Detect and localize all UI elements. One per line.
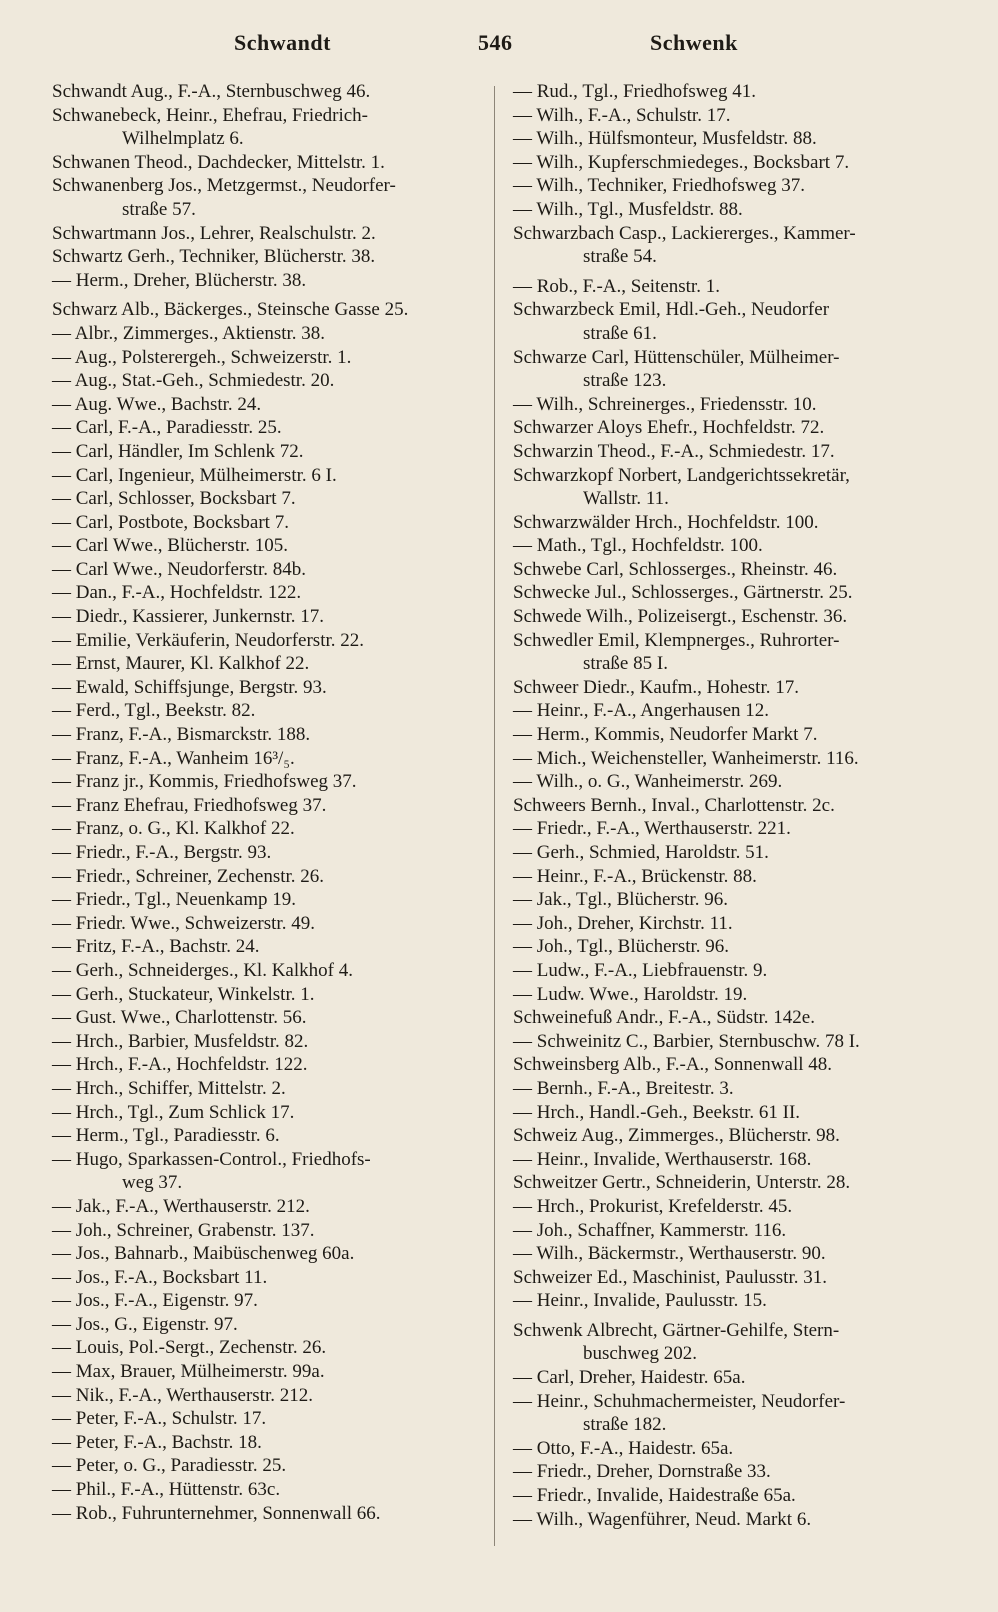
right-column	[513, 80, 945, 1531]
directory-entry: — Hrch., Tgl., Zum Schlick 17.	[52, 1101, 295, 1123]
running-head-right: Schwenk	[650, 30, 738, 55]
directory-entry: — Hrch., Prokurist, Krefelderstr. 45.	[513, 1195, 793, 1217]
running-head-left: Schwandt	[234, 30, 331, 55]
directory-entry: — Rud., Tgl., Friedhofsweg 41.	[513, 81, 756, 102]
entry-continuation: straße 61.	[583, 322, 657, 344]
directory-entry: Schwede Wilh., Polizeisergt., Eschenstr. 36.	[513, 606, 848, 628]
entry-continuation: buschweg 202.	[583, 1343, 697, 1365]
directory-entry: — Aug., Stat.-Geh., Schmiedestr. 20.	[52, 370, 335, 392]
directory-entry: — Friedr., Tgl., Neuenkamp 19.	[52, 889, 296, 911]
directory-entry: — Franz jr., Kommis, Friedhofsweg 37.	[52, 771, 357, 793]
directory-entry: — Gerh., Stuckateur, Winkelstr. 1.	[52, 983, 315, 1005]
directory-entry: — Jak., Tgl., Blücherstr. 96.	[513, 889, 728, 911]
directory-entry: Schwanebeck, Heinr., Ehefrau, Friedrich-	[52, 104, 369, 126]
directory-entry: — Friedr., Invalide, Haidestraße 65a.	[513, 1485, 796, 1507]
directory-entry: — Aug. Wwe., Bachstr. 24.	[52, 393, 262, 415]
directory-entry: — Ferd., Tgl., Beekstr. 82.	[52, 700, 256, 722]
directory-entry: — Hrch., F.-A., Hochfeldstr. 122.	[52, 1054, 308, 1076]
directory-entry: Schwebe Carl, Schlosserges., Rheinstr. 46.	[513, 558, 838, 580]
directory-entry: — Carl, Händler, Im Schlenk 72.	[52, 440, 304, 462]
directory-entry: — Friedr., F.-A., Bergstr. 93.	[52, 842, 272, 863]
directory-entry: — Emilie, Verkäuferin, Neudorferstr. 22.	[52, 629, 365, 651]
directory-entry: — Heinr., F.-A., Brückenstr. 88.	[513, 865, 757, 887]
directory-entry: — Gust. Wwe., Charlottenstr. 56.	[52, 1007, 307, 1029]
directory-entry: — Louis, Pol.-Sergt., Zechenstr. 26.	[52, 1337, 327, 1359]
directory-entry: Schwarzbeck Emil, Hdl.-Geh., Neudorfer	[513, 299, 830, 321]
directory-entry: Schwecke Jul., Schlosserges., Gärtnerstr. 25.	[513, 582, 853, 604]
directory-entry: — Carl, Ingenieur, Mülheimerstr. 6 I.	[52, 464, 337, 486]
directory-entry: — Wilh., o. G., Wanheimerstr. 269.	[513, 771, 783, 793]
directory-entry: — Hrch., Handl.-Geh., Beekstr. 61 II.	[513, 1101, 801, 1123]
directory-entry: — Heinr., Invalide, Paulusstr. 15.	[513, 1290, 767, 1312]
directory-entry: — Wilh., Techniker, Friedhofsweg 37.	[513, 175, 805, 197]
directory-entry: — Bernh., F.-A., Breitestr. 3.	[513, 1077, 734, 1099]
directory-entry: Schweers Bernh., Inval., Charlottenstr. 2c.	[513, 794, 835, 816]
directory-entry: — Carl, F.-A., Paradiesstr. 25.	[52, 417, 282, 439]
directory-entry: Schwarzer Aloys Ehefr., Hochfeldstr. 72.	[513, 417, 825, 439]
entry-continuation: straße 123.	[583, 370, 667, 392]
directory-entry: Schweizer Ed., Maschinist, Paulusstr. 31.	[513, 1266, 827, 1288]
directory-entry: — Hugo, Sparkassen-Control., Friedhofs-	[52, 1148, 371, 1170]
directory-entry: — Heinr., Schuhmachermeister, Neudorfer-	[513, 1390, 846, 1412]
directory-entry: — Fritz, F.-A., Bachstr. 24.	[52, 936, 260, 958]
directory-entry: — Carl, Postbote, Bocksbart 7.	[52, 511, 289, 533]
directory-entry: — Math., Tgl., Hochfeldstr. 100.	[513, 535, 763, 557]
directory-entry: — Franz, F.-A., Wanheim 16³/₅.	[52, 747, 295, 769]
directory-entry: — Otto, F.-A., Haidestr. 65a.	[513, 1437, 734, 1459]
directory-entry: — Heinr., F.-A., Angerhausen 12.	[513, 700, 769, 722]
directory-entry: — Max, Brauer, Mülheimerstr. 99a.	[52, 1361, 325, 1383]
directory-entry: — Herm., Dreher, Blücherstr. 38.	[52, 269, 307, 291]
directory-entry: Schwanenberg Jos., Metzgermst., Neudorfer-	[52, 175, 396, 197]
directory-entry: — Wilh., F.-A., Schulstr. 17.	[513, 104, 731, 126]
directory-entry: — Franz Ehefrau, Friedhofsweg 37.	[52, 794, 327, 816]
directory-entry: — Joh., Schaffner, Kammerstr. 116.	[513, 1219, 787, 1241]
directory-entry: — Hrch., Schiffer, Mittelstr. 2.	[52, 1077, 286, 1099]
directory-entry: — Gerh., Schneiderges., Kl. Kalkhof 4.	[52, 959, 353, 981]
directory-entry: — Wilh., Schreinerges., Friedensstr. 10.	[513, 393, 817, 415]
directory-entry: — Peter, F.-A., Schulstr. 17.	[52, 1408, 267, 1430]
directory-entry: — Wilh., Tgl., Musfeldstr. 88.	[513, 198, 743, 220]
directory-entry: Schwandt Aug., F.-A., Sternbuschweg 46.	[52, 81, 371, 102]
entry-continuation: weg 37.	[122, 1172, 183, 1194]
entry-continuation: Wallstr. 11.	[583, 488, 669, 510]
directory-entry: — Friedr., F.-A., Werthauserstr. 221.	[513, 818, 791, 840]
directory-entry: — Wilh., Hülfsmonteur, Musfeldstr. 88.	[513, 128, 817, 150]
directory-entry: Schweinsberg Alb., F.-A., Sonnenwall 48.	[513, 1054, 833, 1076]
directory-entry: — Joh., Schreiner, Grabenstr. 137.	[52, 1219, 315, 1241]
directory-entry: — Diedr., Kassierer, Junkernstr. 17.	[52, 606, 325, 628]
directory-entry: — Franz, F.-A., Bismarckstr. 188.	[52, 724, 311, 746]
directory-entry: Schwarzwälder Hrch., Hochfeldstr. 100.	[513, 511, 819, 533]
directory-entry: — Carl Wwe., Neudorferstr. 84b.	[52, 558, 306, 580]
entry-continuation: straße 85 I.	[583, 653, 668, 675]
page-number: 546	[478, 30, 513, 55]
entry-continuation: straße 182.	[583, 1414, 667, 1436]
directory-entry: — Jos., F.-A., Eigenstr. 97.	[52, 1290, 258, 1312]
directory-entry: — Wilh., Bäckermstr., Werthauserstr. 90.	[513, 1243, 826, 1265]
directory-entry: — Wilh., Kupferschmiedeges., Bocksbart 7.	[513, 151, 850, 173]
directory-entry: Schwarzin Theod., F.-A., Schmiedestr. 17.	[513, 440, 835, 462]
directory-entry: Schweitzer Gertr., Schneiderin, Unterstr. 28.	[513, 1172, 851, 1194]
directory-entry: — Ludw. Wwe., Haroldstr. 19.	[513, 983, 748, 1005]
directory-entry: Schwartz Gerh., Techniker, Blücherstr. 38.	[52, 246, 376, 268]
directory-entry: — Friedr., Schreiner, Zechenstr. 26.	[52, 865, 325, 887]
directory-entry: Schwarzkopf Norbert, Landgerichtssekretär,	[513, 464, 850, 486]
directory-entry: — Rob., Fuhrunternehmer, Sonnenwall 66.	[52, 1502, 381, 1524]
directory-entry: — Ernst, Maurer, Kl. Kalkhof 22.	[52, 653, 310, 675]
directory-entry: — Jak., F.-A., Werthauserstr. 212.	[52, 1195, 310, 1217]
entry-continuation: straße 57.	[122, 198, 196, 220]
directory-entry: Schwenk Albrecht, Gärtner-Gehilfe, Stern-	[513, 1319, 840, 1341]
directory-entry: — Phil., F.-A., Hüttenstr. 63c.	[52, 1479, 281, 1501]
directory-entry: — Ludw., F.-A., Liebfrauenstr. 9.	[513, 959, 768, 981]
entry-continuation: Wilhelmplatz 6.	[122, 128, 244, 150]
directory-entry: — Carl, Dreher, Haidestr. 65a.	[513, 1367, 746, 1389]
directory-entry: Schweinefuß Andr., F.-A., Südstr. 142e.	[513, 1007, 815, 1029]
directory-entry: — Herm., Tgl., Paradiesstr. 6.	[52, 1125, 280, 1147]
column-divider	[494, 86, 495, 1546]
directory-entry: — Hrch., Barbier, Musfeldstr. 82.	[52, 1030, 309, 1052]
left-column	[52, 80, 482, 1525]
directory-entry: — Jos., F.-A., Bocksbart 11.	[52, 1266, 268, 1288]
entry-continuation: straße 54.	[583, 246, 657, 268]
directory-entry: — Herm., Kommis, Neudorfer Markt 7.	[513, 724, 818, 746]
directory-entry: — Joh., Dreher, Kirchstr. 11.	[513, 912, 733, 934]
directory-entry: — Mich., Weichensteller, Wanheimerstr. 116.	[513, 747, 859, 769]
directory-entry: — Carl Wwe., Blücherstr. 105.	[52, 535, 289, 557]
directory-entry: Schwartmann Jos., Lehrer, Realschulstr. 2.	[52, 222, 376, 244]
directory-entry: — Franz, o. G., Kl. Kalkhof 22.	[52, 818, 295, 840]
directory-entry: — Heinr., Invalide, Werthauserstr. 168.	[513, 1148, 812, 1170]
directory-entry: — Peter, F.-A., Bachstr. 18.	[52, 1431, 262, 1453]
directory-entry: — Nik., F.-A., Werthauserstr. 212.	[52, 1384, 313, 1406]
directory-entry: — Gerh., Schmied, Haroldstr. 51.	[513, 842, 769, 863]
directory-entry: Schwarzbach Casp., Lackiererges., Kammer-	[513, 222, 856, 244]
directory-entry: — Jos., Bahnarb., Maibüschenweg 60a.	[52, 1243, 355, 1265]
directory-entry: Schweiz Aug., Zimmerges., Blücherstr. 98.	[513, 1125, 840, 1147]
directory-entry: — Aug., Polsterergeh., Schweizerstr. 1.	[52, 346, 352, 368]
directory-entry: — Albr., Zimmerges., Aktienstr. 38.	[52, 322, 326, 344]
directory-entry: Schwarz Alb., Bäckerges., Steinsche Gasse 25.	[52, 299, 409, 321]
directory-entry: — Carl, Schlosser, Bocksbart 7.	[52, 488, 296, 510]
directory-entry: — Joh., Tgl., Blücherstr. 96.	[513, 936, 730, 958]
directory-entry: — Jos., G., Eigenstr. 97.	[52, 1313, 238, 1335]
directory-entry: — Peter, o. G., Paradiesstr. 25.	[52, 1455, 287, 1477]
directory-entry: — Friedr. Wwe., Schweizerstr. 49.	[52, 912, 315, 934]
directory-entry: Schweer Diedr., Kaufm., Hohestr. 17.	[513, 676, 799, 698]
directory-entry: — Ewald, Schiffsjunge, Bergstr. 93.	[52, 676, 327, 698]
directory-entry: Schwedler Emil, Klempnerges., Ruhrorter-	[513, 629, 840, 651]
directory-entry: Schwarze Carl, Hüttenschüler, Mülheimer-	[513, 346, 840, 368]
directory-entry: — Dan., F.-A., Hochfeldstr. 122.	[52, 582, 302, 604]
directory-entry: — Schweinitz C., Barbier, Sternbuschw. 78 I.	[513, 1030, 860, 1052]
directory-entry: — Wilh., Wagenführer, Neud. Markt 6.	[513, 1508, 812, 1530]
directory-entry: — Friedr., Dreher, Dornstraße 33.	[513, 1461, 771, 1483]
directory-entry: Schwanen Theod., Dachdecker, Mittelstr. 1.	[52, 151, 385, 173]
directory-entry: — Rob., F.-A., Seitenstr. 1.	[513, 275, 720, 297]
